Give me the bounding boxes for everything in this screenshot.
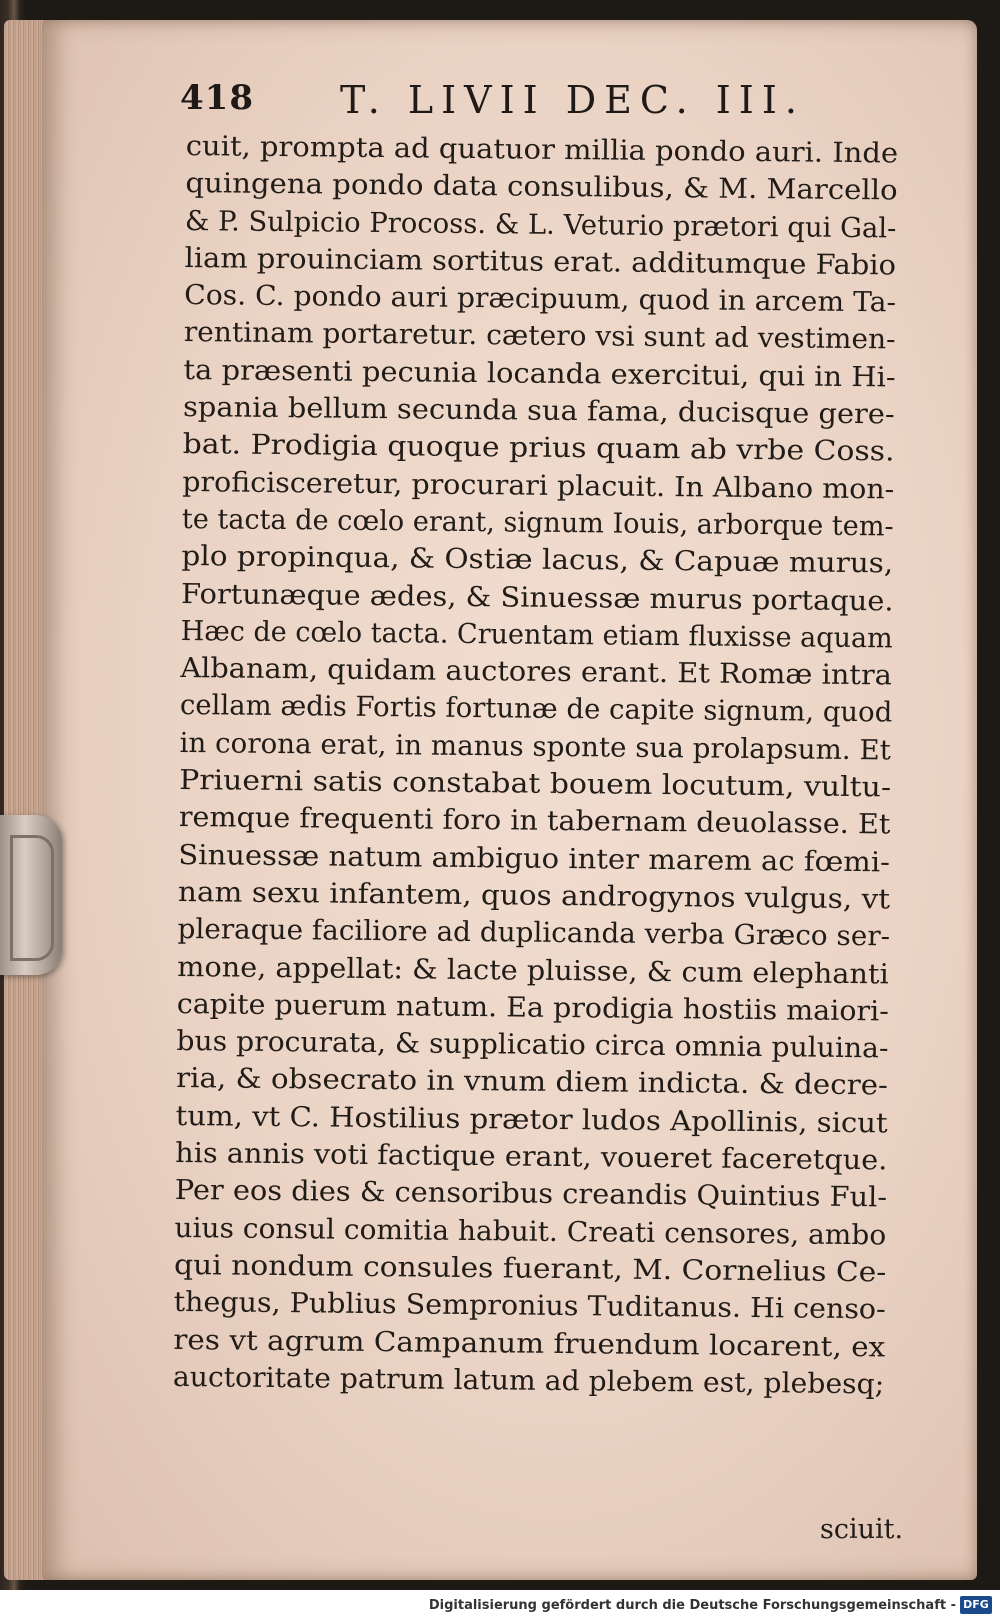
text-line: pleraque faciliore ad duplicanda verba Græco ser- — [177, 913, 891, 953]
text-line: remque frequenti foro in tabernam deuolasse. Et — [178, 801, 891, 841]
text-line: his annis voti factique erant, voueret faceretque. — [175, 1136, 888, 1177]
dfg-logo-icon: DFG — [960, 1596, 992, 1614]
book-clasp — [0, 815, 62, 975]
text-line: Priuerni satis constabat bouem locutum, vultu- — [179, 764, 892, 804]
text-line: Sinuessæ natum ambiguo inter marem ac fœmi- — [178, 838, 891, 879]
text-line: rentinam portaretur. cætero vsi sunt ad vestimen- — [183, 316, 896, 356]
clasp-outline — [10, 835, 54, 961]
text-line: liam prouinciam sortitus erat. additumque Fabio — [184, 241, 897, 282]
page-number: 418 — [180, 78, 254, 118]
text-line: Fortunæque ædes, & Sinuessæ murus portaque. — [180, 577, 894, 617]
text-line: res vt agrum Campanum fruendum locarent, ex — [173, 1323, 886, 1363]
text-line: ria, & obsecrato in vnum diem indicta. & decre- — [175, 1062, 889, 1102]
text-line: thegus, Publius Sempronius Tuditanus. Hi censo- — [173, 1286, 886, 1326]
text-line: capite puerum natum. Ea prodigia hostiis maiori- — [176, 987, 890, 1028]
text-line: cellam ædis Fortis fortunæ de capite signum, quod — [179, 689, 893, 729]
text-line: nam sexu infantem, quos androgynos vulgus, vt — [177, 875, 891, 916]
text-line: mone, appellat: & lacte pluisse, & cum elephanti — [177, 950, 889, 990]
text-line: ta præsenti pecunia locanda exercitui, qui in Hi- — [183, 353, 896, 394]
text-line: quingena pondo data consulibus, & M. Marcello — [185, 167, 898, 207]
text-line: Albanam, quidam auctores erant. Et Romæ intra — [180, 652, 893, 692]
text-line: plo propinqua, & Ostiæ lacus, & Capuæ murus, — [181, 540, 894, 580]
text-line: Per eos dies & censoribus creandis Quintius Ful- — [174, 1174, 888, 1214]
body-text — [173, 128, 916, 1404]
catchword: sciuit. — [820, 1514, 904, 1545]
text-line: qui nondum consules fuerant, M. Cornelius Ce- — [173, 1248, 887, 1289]
text-line: Hæc de cœlo tacta. Cruentam etiam fluxisse aquam — [180, 614, 893, 655]
text-line: spania bellum secunda sua fama, ducisque gere- — [182, 391, 895, 431]
text-line: uius consul comitia habuit. Creati censores, ambo — [174, 1211, 887, 1252]
text-line: proficisceretur, procurari placuit. In Albano mon- — [182, 465, 895, 506]
text-line: cuit, prompta ad quatuor millia pondo auri. Inde — [185, 129, 899, 170]
running-head: T. LIVII DEC. III. — [340, 78, 805, 122]
text-line: & P. Sulpicio Procoss. & L. Veturio prætori qui Gal- — [184, 204, 897, 245]
text-line: bus procurata, & supplicatio circa omnia puluina- — [176, 1025, 889, 1065]
funding-credit: Digitalisierung gefördert durch die Deutsche Forschungsgemeinschaft - — [428, 1598, 956, 1613]
text-line: Cos. C. pondo auri præcipuum, quod in arcem Ta- — [184, 279, 897, 319]
text-line: tum, vt C. Hostilius prætor ludos Apollinis, sicut — [175, 1099, 888, 1140]
digitization-footer — [0, 1590, 1000, 1624]
text-line: bat. Prodigia quoque prius quam ab vrbe Coss. — [182, 428, 895, 468]
text-line: in corona erat, in manus sponte sua prolapsum. Et — [179, 726, 892, 767]
page-stack-edge — [4, 20, 46, 1580]
text-line: te tacta de cœlo erant, signum Iouis, arborque tem- — [181, 502, 894, 543]
text-line: auctoritate patrum latum ad plebem est, plebesq; — [172, 1360, 885, 1401]
page-header — [180, 78, 840, 128]
